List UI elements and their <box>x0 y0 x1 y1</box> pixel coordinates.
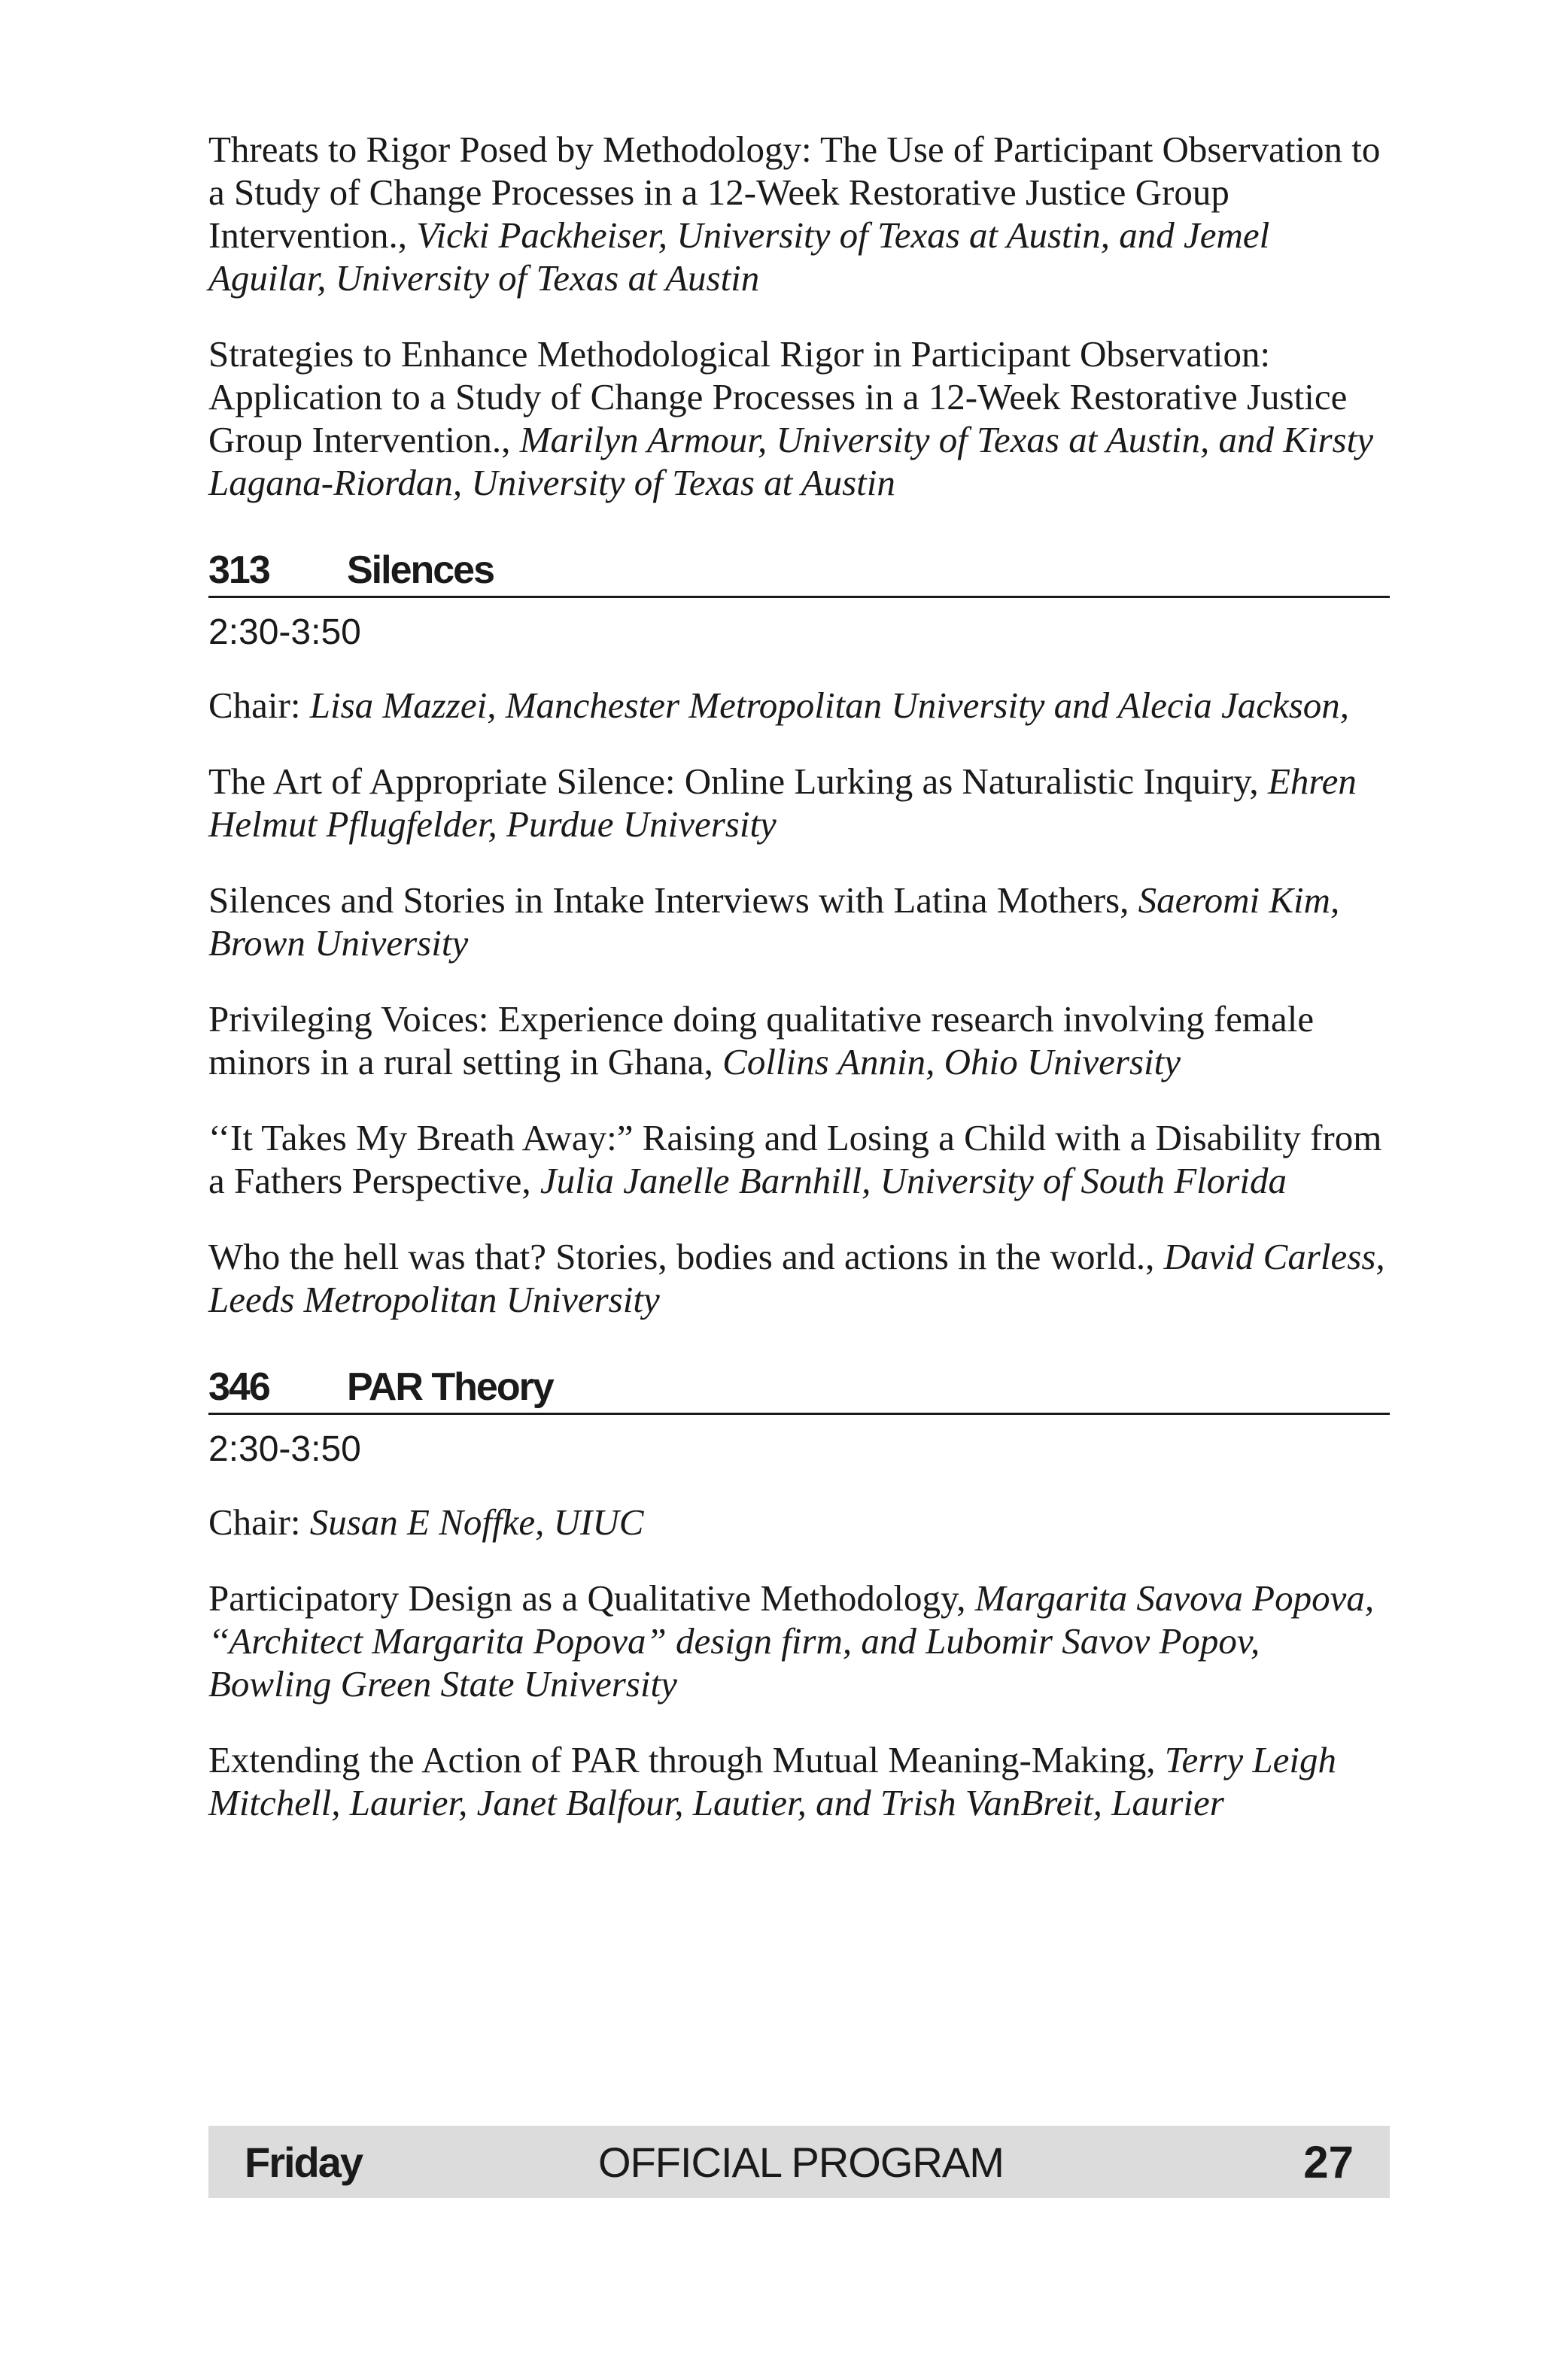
page-footer <box>208 2126 1390 2198</box>
session-number: 346 <box>208 1365 269 1409</box>
paper-title: Who the hell was that? Stories, bodies and actions in the world., <box>208 1236 1164 1277</box>
paper-title: Strategies to Enhance Methodological Rigor in Participant Observation: Application to a Study of Change Processes in a 12-Week Restorative Justice Group Intervention., <box>208 333 1348 460</box>
chair-name: Lisa Mazzei, Manchester Metropolitan University and Alecia Jackson, <box>309 685 1350 726</box>
paper-entry <box>208 1116 1390 1202</box>
paper-entry <box>208 1235 1390 1321</box>
chair-name: Susan E Noffke, UIUC <box>309 1501 644 1543</box>
program-page <box>208 128 1390 1824</box>
paper-authors: Marilyn Armour, University of Texas at Austin, and Kirsty Lagana-Riordan, University of Texas at Austin <box>208 419 1373 503</box>
paper-title: Extending the Action of PAR through Mutual Meaning-Making, <box>208 1739 1165 1780</box>
paper-title: The Art of Appropriate Silence: Online Lurking as Naturalistic Inquiry, <box>208 760 1268 802</box>
paper-authors: Saeromi Kim, Brown University <box>208 879 1340 964</box>
paper-title: Silences and Stories in Intake Interviews with Latina Mothers, <box>208 879 1138 921</box>
paper-authors: David Carless, Leeds Metropolitan University <box>208 1236 1385 1320</box>
paper-entry <box>208 879 1390 964</box>
paper-authors: Ehren Helmut Pflugfelder, Purdue University <box>208 760 1357 845</box>
session-chair <box>208 1501 1390 1544</box>
footer-day: Friday <box>245 2138 363 2186</box>
paper-authors: Margarita Savova Popova, ‘‘Architect Margarita Popova” design firm, and Lubomir Savov Popov, Bowling Green State University <box>208 1577 1375 1705</box>
paper-entry <box>208 1738 1390 1824</box>
paper-title: Privileging Voices: Experience doing qualitative research involving female minors in a rural setting in Ghana, <box>208 998 1315 1082</box>
session-346 <box>208 1365 1390 1824</box>
chair-label: Chair: <box>208 685 310 726</box>
paper-authors: Collins Annin, Ohio University <box>722 1041 1181 1082</box>
session-title: Silences <box>347 548 494 592</box>
session-time: 2:30-3:50 <box>208 1429 361 1469</box>
paper-entry <box>208 128 1390 299</box>
paper-entry <box>208 997 1390 1083</box>
session-chair <box>208 684 1390 727</box>
paper-title: ‘‘It Takes My Breath Away:” Raising and Losing a Child with a Disability from a Fathers Perspective, <box>208 1117 1382 1201</box>
paper-authors: Terry Leigh Mitchell, Laurier, Janet Balfour, Lautier, and Trish VanBreit, Laurier <box>208 1739 1336 1823</box>
session-number: 313 <box>208 548 269 592</box>
paper-title: Threats to Rigor Posed by Methodology: The Use of Participant Observation to a Study of Change Processes in a 12-Week Restorative Justice Group Intervention., <box>208 129 1381 256</box>
session-time: 2:30-3:50 <box>208 612 361 652</box>
paper-authors: Vicki Packheiser, University of Texas at Austin, and Jemel Aguilar, University of Texas at Austin <box>208 214 1270 299</box>
session-header <box>208 548 1390 598</box>
paper-entry <box>208 760 1390 845</box>
paper-title: Participatory Design as a Qualitative Methodology, <box>208 1577 975 1619</box>
chair-label: Chair: <box>208 1501 310 1543</box>
session-header <box>208 1365 1390 1415</box>
paper-entry <box>208 1577 1390 1705</box>
footer-title: OFFICIAL PROGRAM <box>598 2138 1004 2186</box>
session-title: PAR Theory <box>347 1365 553 1409</box>
session-313 <box>208 548 1390 1321</box>
paper-authors: Julia Janelle Barnhill, University of South Florida <box>540 1160 1287 1201</box>
page-number: 27 <box>1303 2136 1354 2187</box>
paper-entry <box>208 332 1390 504</box>
